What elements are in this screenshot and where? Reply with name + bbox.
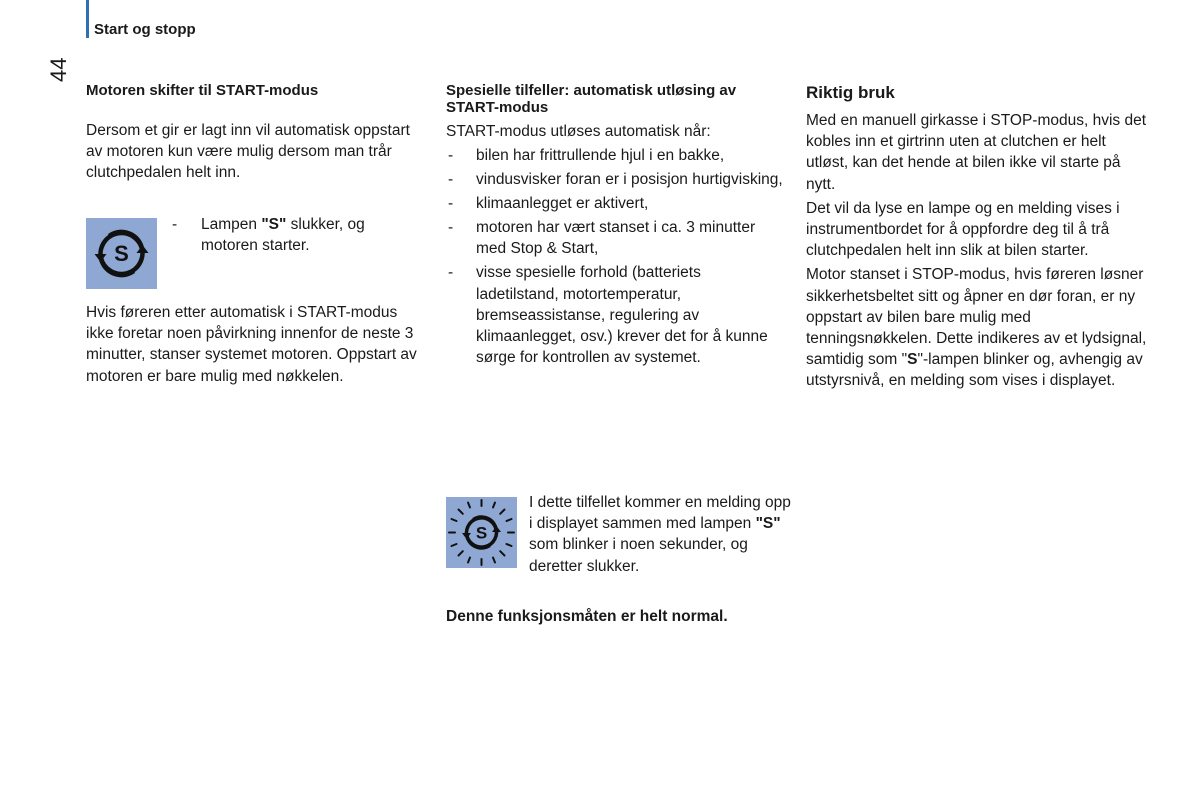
correct-use-paragraph-2: Det vil da lyse en lampe og en melding vises i instrumentbordet for å oppfordre deg til å trå clutchpedalen helt inn slik at bilen starter. xyxy=(806,199,1120,260)
list-item: - bilen har frittrullende hjul i en bakke, xyxy=(446,145,786,166)
lamp-off-note xyxy=(172,214,412,255)
list-item: - visse spesielle forhold (batteriets ladetilstand, motortemperatur, bremseassistanse, regulering av klimaanlegget, osv.) krever det for å kunne sørge for kontrollen av systemet. xyxy=(446,262,786,368)
page-number: 44 xyxy=(46,57,71,82)
lamp-off-text-bold: "S" xyxy=(261,216,287,233)
column-special-cases xyxy=(446,83,786,371)
blinking-lamp-note xyxy=(529,492,794,577)
lamp-off-text-pre: Lampen xyxy=(201,216,262,233)
correct-use-heading: Riktig bruk xyxy=(806,83,895,102)
blinking-lamp-text-post: som blinker i noen sekunder, og deretter slukker. xyxy=(529,536,748,575)
list-item: - vindusvisker foran er i posisjon hurtigvisking, xyxy=(446,169,786,190)
column-start-mode xyxy=(86,83,426,183)
column-start-mode-lower xyxy=(86,302,426,387)
lamp-off-dash: - xyxy=(172,216,178,233)
svg-text:S: S xyxy=(114,241,129,266)
closing-note: Denne funksjonsmåten er helt normal. xyxy=(446,608,728,625)
column-correct-use xyxy=(806,83,1151,392)
stop-start-s-blinking-icon xyxy=(446,497,517,568)
lamp-off-text-post: slukker, og motoren starter. xyxy=(201,216,365,255)
closing-note-container xyxy=(446,609,806,626)
list-item: - motoren har vært stanset i ca. 3 minutter med Stop & Start, xyxy=(446,217,786,259)
special-cases-heading: Spesielle tilfeller: automatisk utløsing av START-modus xyxy=(446,82,737,116)
svg-text:S: S xyxy=(475,523,488,543)
correct-use-paragraph-1: Med en manuell girkasse i STOP-modus, hvis det kobles inn et girtrinn uten at clutchen er helt utløst, kan det hende at bilen ikke vil starte på nytt. xyxy=(806,112,1147,193)
correct-use-paragraph-3-bold: S xyxy=(907,351,918,369)
correct-use-paragraph-3 xyxy=(806,264,1151,391)
start-mode-heading: Motoren skifter til START-modus xyxy=(86,82,319,99)
correct-use-paragraph-3-post: "-lampen blinker og, avhengig av utstyrsnivå, en melding som vises i displayet. xyxy=(806,351,1143,390)
correct-use-paragraph-3-pre: Motor stanset i STOP-modus, hvis føreren løsner sikkerhetsbeltet sitt og åpner en dør foran, er ny oppstart av bilen bare mulig med tenningsnøkkelen. Dette indikeres av et lydsignal, samtidig som " xyxy=(806,266,1147,369)
start-mode-paragraph: Dersom et gir er lagt inn vil automatisk oppstart av motoren kun være mulig dersom man trår clutchpedalen helt inn. xyxy=(86,121,410,181)
blinking-lamp-text-bold: "S" xyxy=(755,515,781,533)
auto-stop-paragraph: Hvis føreren etter automatisk i START-modus ikke foretar noen påvirkning innenfor de neste 3 minutter, stanser systemet motoren. Oppstart av motoren er bare mulig med nøkkelen. xyxy=(86,304,417,385)
blinking-lamp-text-pre: I dette tilfellet kommer en melding opp i displayet sammen med lampen xyxy=(529,494,791,533)
section-accent-bar xyxy=(86,0,89,38)
section-title: Start og stopp xyxy=(94,21,196,38)
list-item: - klimaanlegget er aktivert, xyxy=(446,193,786,214)
stop-start-s-icon xyxy=(86,218,157,289)
special-cases-intro: START-modus utløses automatisk når: xyxy=(446,123,711,140)
special-cases-list xyxy=(446,145,786,368)
